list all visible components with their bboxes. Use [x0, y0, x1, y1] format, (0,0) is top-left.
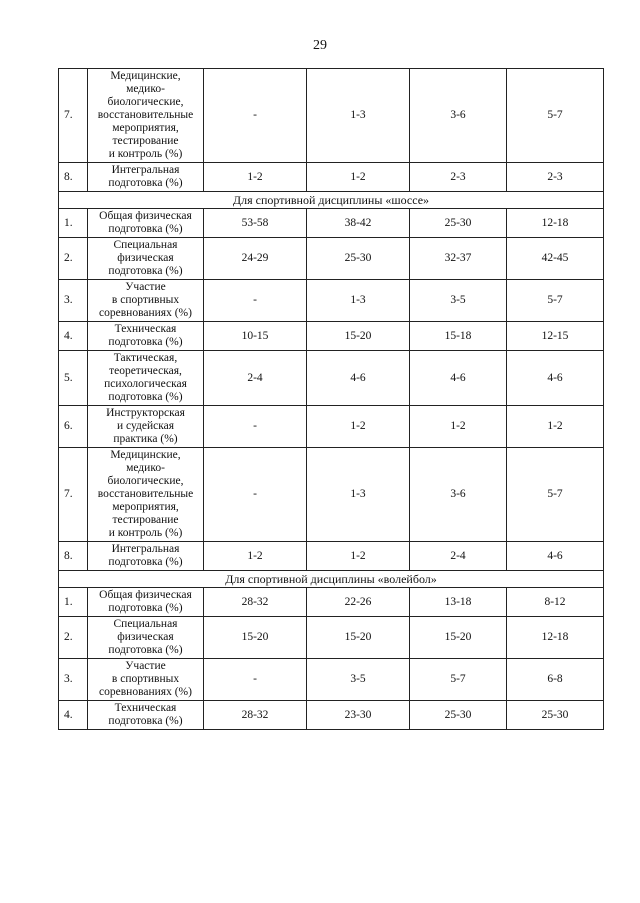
table-row [59, 163, 604, 192]
table-row [59, 238, 604, 280]
stage-1-value: 15-20 [204, 617, 307, 659]
stage-1-value: - [204, 280, 307, 322]
stage-2-value: 3-5 [307, 659, 410, 701]
row-number: 2. [59, 617, 88, 659]
stage-4-value: 5-7 [507, 448, 604, 542]
stage-3-value: 2-3 [410, 163, 507, 192]
row-number: 2. [59, 238, 88, 280]
table-row [59, 588, 604, 617]
stage-2-value: 23-30 [307, 701, 410, 730]
row-number: 6. [59, 406, 88, 448]
page-number: 29 [313, 38, 327, 53]
row-number: 5. [59, 351, 88, 406]
row-number: 1. [59, 588, 88, 617]
stage-4-value: 12-18 [507, 209, 604, 238]
stage-3-value: 25-30 [410, 701, 507, 730]
stage-4-value: 6-8 [507, 659, 604, 701]
row-number: 4. [59, 701, 88, 730]
row-number: 8. [59, 163, 88, 192]
stage-1-value: - [204, 659, 307, 701]
stage-4-value: 8-12 [507, 588, 604, 617]
stage-2-value: 4-6 [307, 351, 410, 406]
stage-1-value: - [204, 448, 307, 542]
stage-1-value: - [204, 406, 307, 448]
row-name: Участие в спортивных соревнованиях (%) [88, 280, 204, 322]
row-number: 4. [59, 322, 88, 351]
section-heading-row [59, 192, 604, 209]
stage-2-value: 38-42 [307, 209, 410, 238]
stage-4-value: 4-6 [507, 542, 604, 571]
stage-2-value: 1-3 [307, 69, 410, 163]
row-name: Медицинские, медико- биологические, восстановительные мероприятия, тестирование и контроль (%) [88, 448, 204, 542]
stage-4-value: 12-15 [507, 322, 604, 351]
stage-2-value: 1-3 [307, 280, 410, 322]
table-row [59, 448, 604, 542]
table-row [59, 209, 604, 238]
row-name: Техническая подготовка (%) [88, 322, 204, 351]
stage-3-value: 1-2 [410, 406, 507, 448]
row-name: Специальная физическая подготовка (%) [88, 238, 204, 280]
stage-2-value: 1-2 [307, 163, 410, 192]
row-name: Общая физическая подготовка (%) [88, 209, 204, 238]
table-row [59, 701, 604, 730]
row-name: Медицинские, медико- биологические, восстановительные мероприятия, тестирование и контроль (%) [88, 69, 204, 163]
table-row [59, 280, 604, 322]
row-number: 1. [59, 209, 88, 238]
stage-2-value: 1-2 [307, 542, 410, 571]
stage-3-value: 2-4 [410, 542, 507, 571]
table-row [59, 406, 604, 448]
table-row [59, 659, 604, 701]
stage-1-value: - [204, 69, 307, 163]
stage-1-value: 28-32 [204, 588, 307, 617]
stage-4-value: 12-18 [507, 617, 604, 659]
section-heading: Для спортивной дисциплины «волейбол» [59, 571, 604, 588]
row-name: Тактическая, теоретическая, психологическая подготовка (%) [88, 351, 204, 406]
stage-4-value: 25-30 [507, 701, 604, 730]
stage-3-value: 15-18 [410, 322, 507, 351]
stage-4-value: 5-7 [507, 280, 604, 322]
stage-4-value: 2-3 [507, 163, 604, 192]
stage-1-value: 24-29 [204, 238, 307, 280]
stage-2-value: 1-2 [307, 406, 410, 448]
row-number: 7. [59, 69, 88, 163]
stage-3-value: 5-7 [410, 659, 507, 701]
training-ratio-table [58, 68, 604, 730]
stage-3-value: 3-6 [410, 69, 507, 163]
stage-3-value: 4-6 [410, 351, 507, 406]
table-row [59, 542, 604, 571]
stage-1-value: 2-4 [204, 351, 307, 406]
table-row [59, 322, 604, 351]
row-name: Техническая подготовка (%) [88, 701, 204, 730]
stage-3-value: 15-20 [410, 617, 507, 659]
stage-4-value: 4-6 [507, 351, 604, 406]
stage-1-value: 10-15 [204, 322, 307, 351]
stage-3-value: 32-37 [410, 238, 507, 280]
section-heading-row [59, 571, 604, 588]
stage-2-value: 22-26 [307, 588, 410, 617]
row-name: Инструкторская и судейская практика (%) [88, 406, 204, 448]
row-name: Специальная физическая подготовка (%) [88, 617, 204, 659]
section-heading: Для спортивной дисциплины «шоссе» [59, 192, 604, 209]
stage-4-value: 42-45 [507, 238, 604, 280]
stage-2-value: 1-3 [307, 448, 410, 542]
stage-2-value: 15-20 [307, 617, 410, 659]
stage-3-value: 13-18 [410, 588, 507, 617]
row-number: 3. [59, 280, 88, 322]
table-row [59, 351, 604, 406]
table-row [59, 69, 604, 163]
table-row [59, 617, 604, 659]
stage-1-value: 1-2 [204, 163, 307, 192]
row-name: Участие в спортивных соревнованиях (%) [88, 659, 204, 701]
row-name: Интегральная подготовка (%) [88, 542, 204, 571]
row-name: Интегральная подготовка (%) [88, 163, 204, 192]
row-number: 7. [59, 448, 88, 542]
stage-4-value: 5-7 [507, 69, 604, 163]
row-number: 3. [59, 659, 88, 701]
stage-1-value: 1-2 [204, 542, 307, 571]
row-name: Общая физическая подготовка (%) [88, 588, 204, 617]
stage-2-value: 25-30 [307, 238, 410, 280]
stage-4-value: 1-2 [507, 406, 604, 448]
stage-3-value: 25-30 [410, 209, 507, 238]
stage-3-value: 3-6 [410, 448, 507, 542]
stage-3-value: 3-5 [410, 280, 507, 322]
row-number: 8. [59, 542, 88, 571]
stage-1-value: 53-58 [204, 209, 307, 238]
stage-1-value: 28-32 [204, 701, 307, 730]
stage-2-value: 15-20 [307, 322, 410, 351]
